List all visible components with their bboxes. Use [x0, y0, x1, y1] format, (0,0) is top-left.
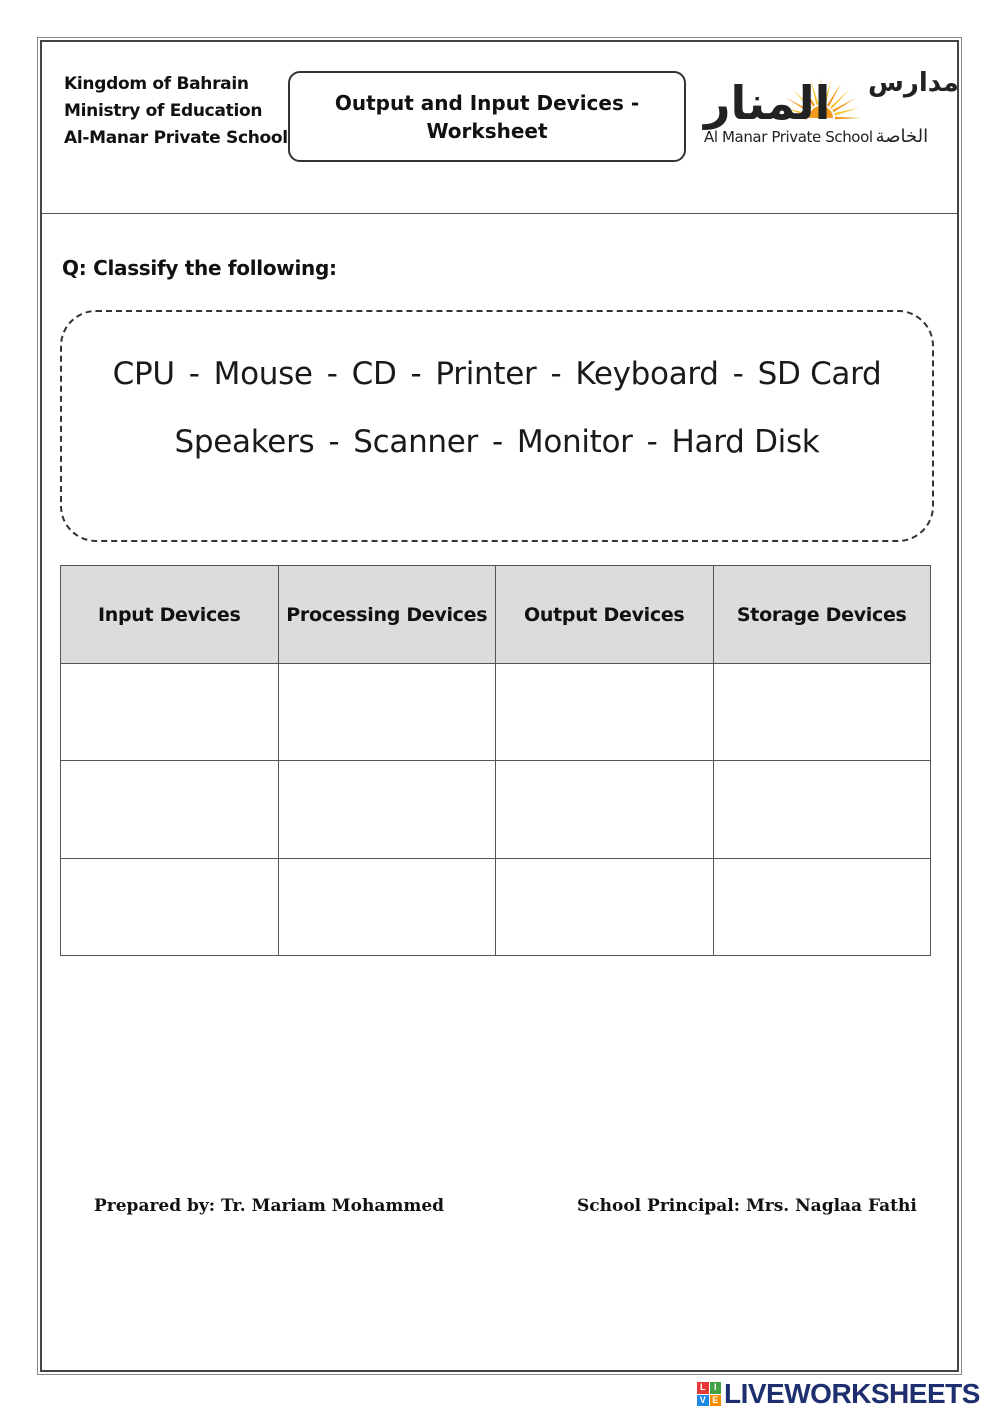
classification-table [60, 565, 931, 956]
word-item: CPU [112, 356, 175, 392]
logo-caption [704, 126, 928, 147]
school-line-ministry: Ministry of Education [64, 101, 263, 121]
school-logo [700, 68, 959, 150]
badge-letter: L [697, 1382, 709, 1394]
table-row [61, 664, 931, 761]
answer-cell[interactable] [496, 761, 714, 858]
word-item: Hard Disk [671, 424, 820, 460]
word-bank-row-2 [62, 424, 932, 460]
answer-cell[interactable] [713, 858, 931, 955]
header-divider [42, 213, 957, 214]
separator: - [188, 356, 200, 392]
answer-cell[interactable] [278, 858, 496, 955]
badge-letter: E [710, 1395, 722, 1407]
sun-ray [835, 117, 861, 120]
answer-cell[interactable] [496, 858, 714, 955]
separator: - [410, 356, 422, 392]
table-header-row [61, 566, 931, 664]
logo-arabic-top: مدارس [868, 68, 959, 98]
word-bank-row-1 [62, 356, 932, 392]
answer-cell[interactable] [61, 858, 279, 955]
separator: - [732, 356, 744, 392]
word-item: Speakers [174, 424, 315, 460]
answer-cell[interactable] [278, 664, 496, 761]
word-item: SD Card [757, 356, 882, 392]
title-line-1: Output and Input Devices - [334, 90, 640, 115]
badge-letter: I [710, 1382, 722, 1394]
separator: - [646, 424, 658, 460]
logo-arabic-main: المنار [704, 76, 831, 130]
logo-caption-en: Al Manar Private School [704, 128, 873, 146]
answer-cell[interactable] [496, 664, 714, 761]
word-item: Mouse [213, 356, 313, 392]
answer-cell[interactable] [278, 761, 496, 858]
logo-caption-ar: الخاصة [875, 126, 929, 147]
answer-cell[interactable] [713, 761, 931, 858]
answer-cell[interactable] [61, 761, 279, 858]
answer-cell[interactable] [61, 664, 279, 761]
prepared-by: Prepared by: Tr. Mariam Mohammed [94, 1196, 445, 1216]
sun-ray [830, 90, 849, 109]
answer-cell[interactable] [713, 664, 931, 761]
word-item: Monitor [516, 424, 633, 460]
badge-letter: V [697, 1395, 709, 1407]
school-principal: School Principal: Mrs. Naglaa Fathi [577, 1196, 917, 1216]
title-line-2: Worksheet [426, 118, 548, 143]
header-storage-devices: Storage Devices [713, 566, 931, 664]
word-item: Keyboard [575, 356, 719, 392]
separator: - [550, 356, 562, 392]
separator: - [492, 424, 503, 460]
school-line-kingdom: Kingdom of Bahrain [64, 74, 249, 94]
brand-badge-icon [697, 1382, 721, 1406]
school-info [64, 71, 288, 152]
brand-name: LIVEWORKSHEETS [724, 1378, 980, 1409]
worksheet-title [288, 71, 686, 162]
separator: - [328, 424, 340, 460]
word-item: Printer [435, 356, 537, 392]
school-line-school: Al-Manar Private School [64, 128, 288, 148]
word-item: Scanner [353, 424, 478, 460]
separator: - [326, 356, 338, 392]
word-bank [60, 310, 934, 542]
header-output-devices: Output Devices [496, 566, 714, 664]
table-row [61, 761, 931, 858]
word-item: CD [351, 356, 397, 392]
question-text: Q: Classify the following: [62, 256, 337, 280]
liveworksheets-brand[interactable] [697, 1378, 980, 1410]
header-input-devices: Input Devices [61, 566, 279, 664]
header-processing-devices: Processing Devices [278, 566, 496, 664]
table-row [61, 858, 931, 955]
